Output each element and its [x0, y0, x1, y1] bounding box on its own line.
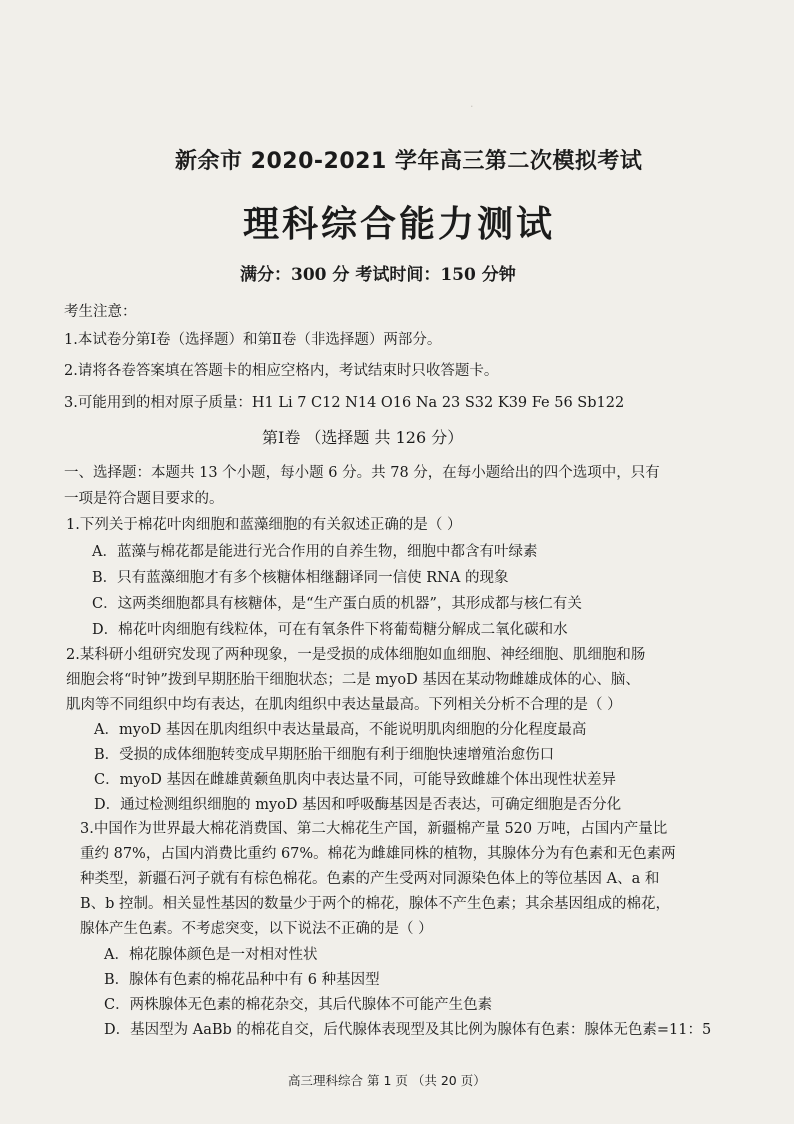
- question-option: A．棉花腺体颜色是一对相对性状: [104, 947, 318, 963]
- question-option: B．受损的成体细胞转变成早期胚胎干细胞有利于细胞快速增殖治愈伤口: [94, 747, 555, 763]
- section-intro: 一项是符合题目要求的。: [64, 491, 224, 507]
- question-option: C．这两类细胞都具有核糖体，是“生产蛋白质的机器”，其形成都与核仁有关: [92, 596, 582, 612]
- score-and-time: 满分：300 分 考试时间：150 分钟: [240, 265, 516, 285]
- notice-heading: 考生注意：: [64, 304, 137, 320]
- question-stem: 腺体产生色素。不考虑突变，以下说法不正确的是（ ）: [80, 921, 433, 937]
- question-stem: 肌肉等不同组织中均有表达，在肌肉组织中表达量最高。下列相关分析不合理的是（ ）: [66, 697, 622, 713]
- question-option: D．通过检测组织细胞的 myoD 基因和呼吸酶基因是否表达，可确定细胞是否分化: [94, 797, 622, 813]
- question-option: C．两株腺体无色素的棉花杂交，其后代腺体不可能产生色素: [104, 997, 493, 1013]
- notice-item: 2.请将各卷答案填在答题卡的相应空格内，考试结束时只收答题卡。: [64, 363, 499, 379]
- question-stem: 种类型，新疆石河子就有有棕色棉花。色素的产生受两对同源染色体上的等位基因 A、a 和: [80, 871, 660, 887]
- notice-item: 1.本试卷分第Ⅰ卷（选择题）和第Ⅱ卷（非选择题）两部分。: [64, 332, 442, 348]
- question-stem: B、b 控制。相关显性基因的数量少于两个的棉花，腺体不产生色素；其余基因组成的棉花，: [80, 896, 671, 912]
- question-option: B．只有蓝藻细胞才有多个核糖体相继翻译同一信使 RNA 的现象: [92, 570, 509, 586]
- question-stem: 3.中国作为世界最大棉花消费国、第二大棉花生产国，新疆棉产量 520 万吨，占国内产量比: [80, 821, 668, 837]
- section-title: 第Ⅰ卷 （选择题 共 126 分）: [262, 428, 464, 447]
- question-option: D．棉花叶肉细胞有线粒体，可在有氧条件下将葡萄糖分解成二氧化碳和水: [92, 622, 568, 638]
- question-option: C．myoD 基因在雌雄黄颡鱼肌肉中表达量不同，可能导致雌雄个体出现性状差异: [94, 772, 616, 788]
- question-option: D．基因型为 AaBb 的棉花自交，后代腺体表现型及其比例为腺体有色素：腺体无色素=11：5: [104, 1022, 712, 1038]
- bleed-through-mark: ·: [470, 100, 474, 113]
- question-option: A．蓝藻与棉花都是能进行光合作用的自养生物，细胞中都含有叶绿素: [92, 544, 538, 560]
- question-stem: 重约 87%，占国内消费比重约 67%。棉花为雌雄同株的植物，其腺体分为有色素和无色素两: [80, 846, 676, 862]
- question-stem: 2.某科研小组研究发现了两种现象，一是受损的成体细胞如血细胞、神经细胞、肌细胞和肠: [66, 647, 646, 663]
- notice-item: 3.可能用到的相对原子质量：H1 Li 7 C12 N14 O16 Na 23 S32 K39 Fe 56 Sb122: [64, 395, 625, 411]
- question-option: B．腺体有色素的棉花品种中有 6 种基因型: [104, 972, 380, 988]
- question-stem: 1.下列关于棉花叶肉细胞和蓝藻细胞的有关叙述正确的是（ ）: [66, 517, 462, 533]
- subject-title: 理科综合能力测试: [243, 204, 556, 245]
- question-stem: 细胞会将“时钟”拨到早期胚胎干细胞状态；二是 myoD 基因在某动物雌雄成体的心、脑、: [66, 672, 640, 688]
- question-option: A．myoD 基因在肌肉组织中表达量最高，不能说明肌肉细胞的分化程度最高: [94, 722, 587, 738]
- page-footer: 高三理科综合 第 1 页 （共 20 页）: [288, 1073, 486, 1088]
- exam-title: 新余市 2020-2021 学年高三第二次模拟考试: [175, 149, 643, 174]
- section-intro: 一、选择题：本题共 13 个小题，每小题 6 分。共 78 分，在每小题给出的四个选项中，只有: [64, 465, 660, 481]
